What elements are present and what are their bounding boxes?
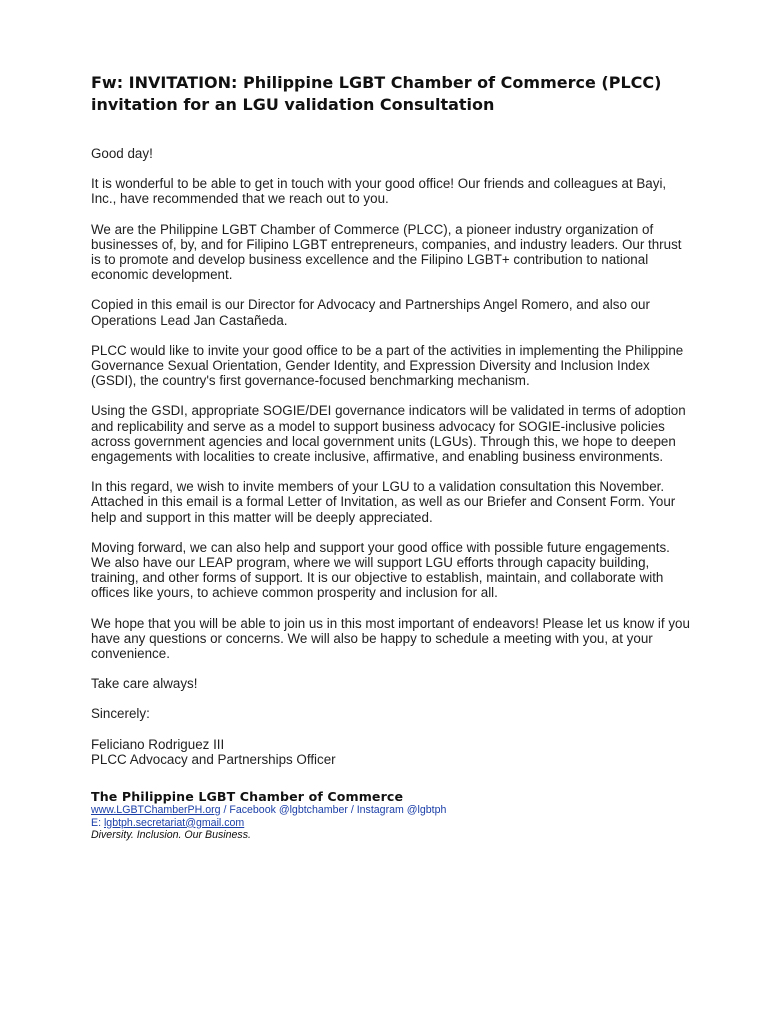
paragraph-closing-request: We hope that you will be able to join us in this most important of endeavors! Please let us know if you have any questions or concerns. We will also be happy to schedule a meeting with you, at your convenience. [91,615,690,662]
signature-name: Feliciano Rodriguez III [91,736,225,752]
paragraph-consultation: In this regard, we wish to invite members of your LGU to a validation consultation this November. Attached in this email is a formal Letter of Invitation, as well as our Briefer and Consent Form. Your help and support in this matter will be deeply appreciated. [91,479,676,525]
email-link[interactable]: lgbtph.secretariat@gmail.com [103,816,245,829]
org-email-line [91,817,691,830]
org-tagline: Diversity. Inclusion. Our Business. [91,829,251,842]
signature-block [91,737,691,767]
valediction: Sincerely: [91,706,150,722]
website-link[interactable]: www.LGBTChamberPH.org [91,804,221,817]
paragraph-leap: Moving forward, we can also help and support your good office with possible future engagements. We also have our LEAP program, where we will support LGU efforts through capacity building, training, and other forms of support. It is our objective to establish, maintain, and collaborate with offices like yours, to achieve common prosperity and inclusion for all. [91,539,670,601]
closing-line: Take care always! [91,676,198,692]
paragraph-about-plcc: We are the Philippine LGBT Chamber of Commerce (PLCC), a pioneer industry organization of businesses of, by, and for Filipino LGBT entrepreneurs, companies, and industry leaders. Our thrust is to promote and develop business excellence and the Filipino LGBT+ contribution to national economic development. [91,221,682,283]
social-handles: / Facebook @lgbtchamber / Instagram @lgbtph [220,804,447,817]
paragraph-invitation: PLCC would like to invite your good office to be a part of the activities in implementing the Philippine Governance Sexual Orientation, Gender Identity, and Expression Diversity and Inclusion Index (GSDI), the country's first governance-focused benchmarking mechanism. [91,342,684,389]
greeting: Good day! [91,146,153,161]
signature-title: PLCC Advocacy and Partnerships Officer [91,751,336,767]
email-body [91,146,691,767]
paragraph-gsdi: Using the GSDI, appropriate SOGIE/DEI governance indicators will be validated in terms of adoption and replicability and serve as a model to support business advocacy for SOGIE-inclusive policies across government agencies and local government units (LGUs). Through this, we hope to deepen engagements with localities to create inclusive, affirmative, and enabling business environments. [91,403,686,465]
organization-footer [91,789,691,842]
paragraph-copied: Copied in this email is our Director for Advocacy and Partnerships Angel Romero, and also our Operations Lead Jan Castañeda. [91,297,650,328]
email-subject: Fw: INVITATION: Philippine LGBT Chamber of Commerce (PLCC) invitation for an LGU validation Consultation [91,73,662,114]
email-prefix: E: [91,816,104,829]
org-name: The Philippine LGBT Chamber of Commerce [91,789,404,805]
org-links-line [91,804,691,817]
email-document [91,72,691,842]
paragraph-intro: It is wonderful to be able to get in touch with your good office! Our friends and colleagues at Bayi, Inc., have recommended that we reach out to you. [91,176,667,207]
